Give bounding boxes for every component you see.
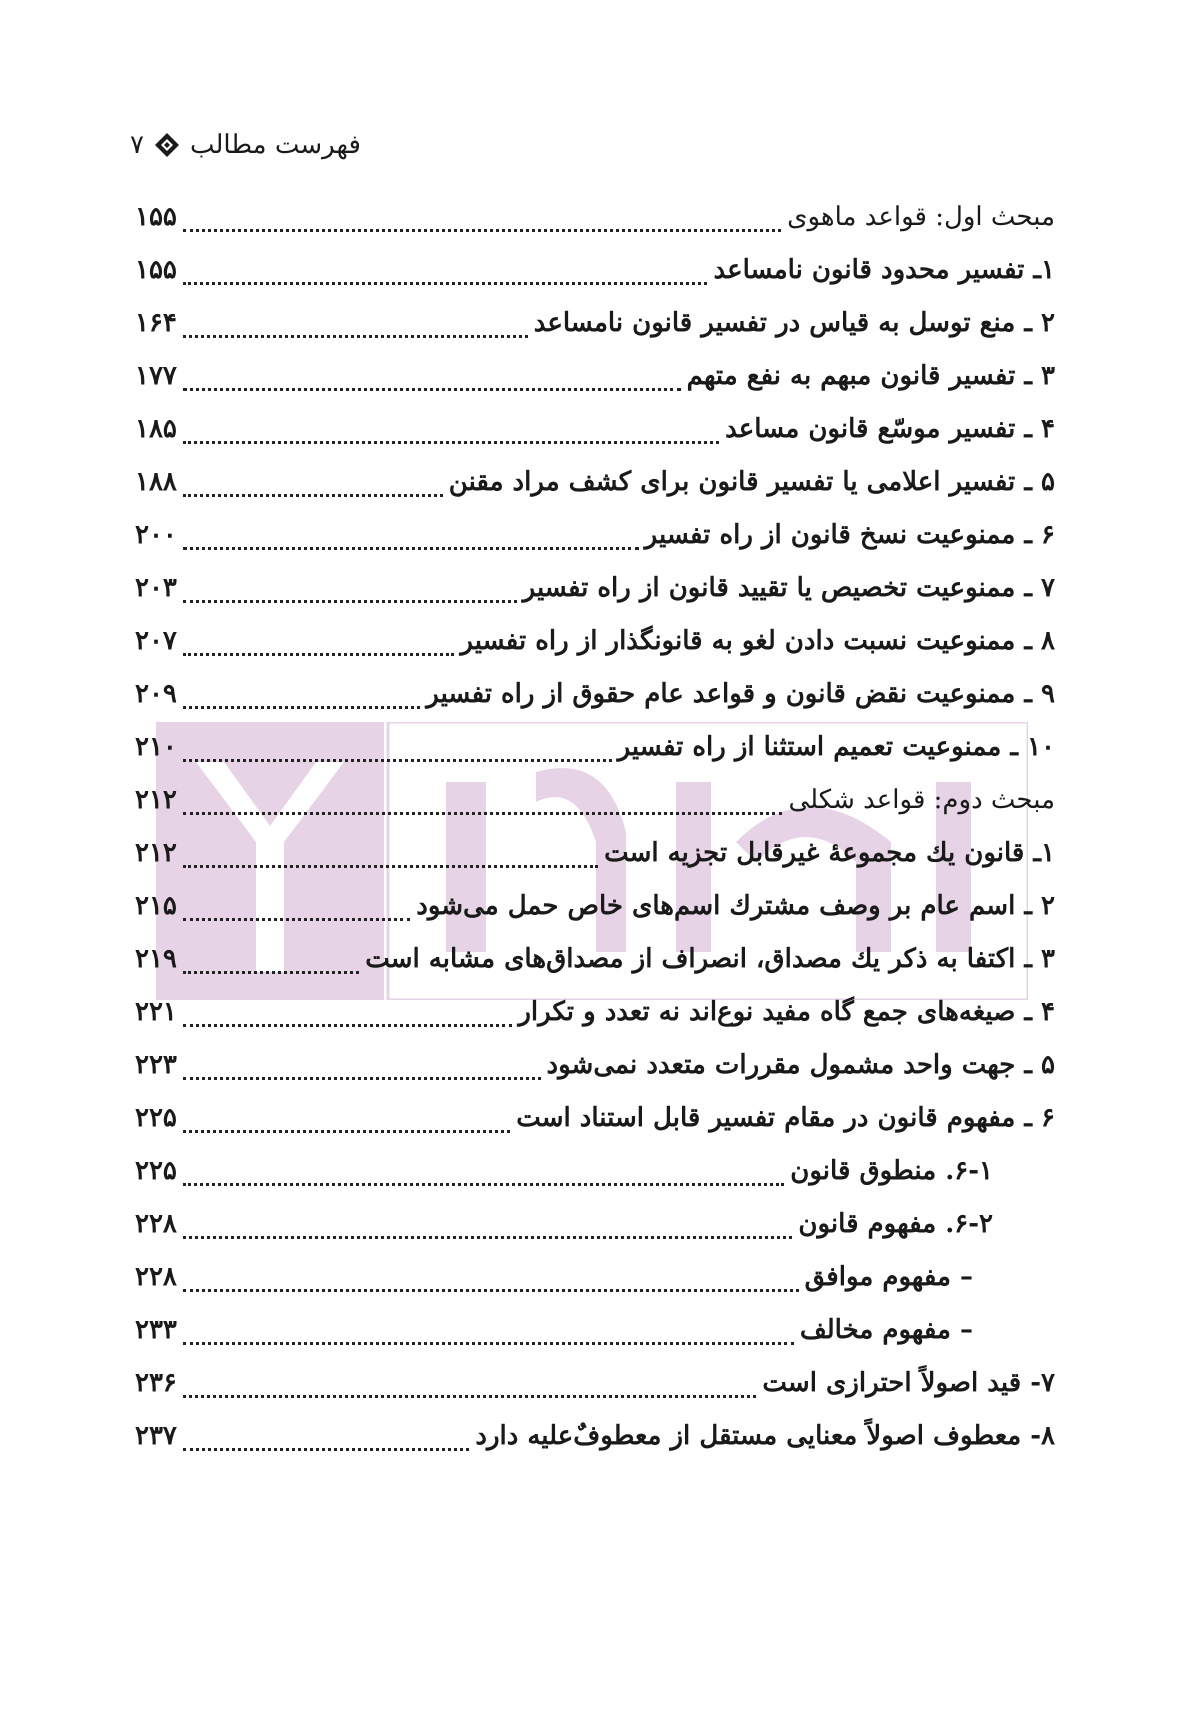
toc-page-number: ۱۵۵	[135, 255, 177, 285]
toc-entry	[135, 301, 1055, 345]
toc-page-number: ۲۰۹	[135, 679, 177, 709]
toc-entry-title: ۸- معطوف اصولاً معنایی مستقل از معطوفٌ‌علیه دارد	[475, 1421, 1055, 1451]
toc-entry-title: ۸ ـ ممنوعیت نسبت دادن لغو به قانونگذار از راه تفسیر	[460, 626, 1055, 656]
toc-leader-dots	[183, 951, 359, 974]
toc-leader-dots	[183, 580, 517, 603]
toc-leader-dots	[183, 209, 781, 232]
toc-page-number: ۲۰۰	[135, 520, 177, 550]
toc-page-number: ۲۲۸	[135, 1209, 177, 1239]
toc-entry-title: ۶ ـ مفهوم قانون در مقام تفسیر قابل استناد است	[516, 1103, 1055, 1133]
toc-leader-dots	[183, 898, 410, 921]
toc-entry	[135, 1202, 1055, 1246]
toc-entry-title: ۱ـ تفسیر محدود قانون نامساعد	[713, 255, 1055, 285]
page-header	[130, 130, 361, 160]
toc-entry-title: ۹ ـ ممنوعیت نقض قانون و قواعد عام حقوق از راه تفسیر	[426, 679, 1055, 709]
toc-entry-title: ۷ ـ ممنوعیت تخصیص یا تقیید قانون از راه تفسیر	[522, 573, 1055, 603]
toc-entry	[135, 778, 1055, 822]
toc-page-number: ۲۲۵	[135, 1156, 177, 1186]
toc-page-number: ۲۲۸	[135, 1262, 177, 1292]
toc-entry	[135, 1414, 1055, 1458]
toc-page-number: ۱۵۵	[135, 202, 177, 232]
toc-leader-dots	[183, 1216, 792, 1239]
toc-page-number: ۲۲۵	[135, 1103, 177, 1133]
toc-entry-title: – مفهوم موافق	[804, 1262, 973, 1292]
toc-entry-title: ۶ ـ ممنوعیت نسخ قانون از راه تفسیر	[644, 520, 1055, 550]
toc-entry-title: مبحث اول: قواعد ماهوی	[787, 202, 1055, 232]
toc-leader-dots	[183, 1057, 541, 1080]
toc-entry-title: ۶-۲. مفهوم قانون	[798, 1209, 993, 1239]
toc-entry-title: ۷- قید اصولاً احترازی است	[762, 1368, 1055, 1398]
toc-entry-title: ۱ـ قانون یك مجموعهٔ غیرقابل تجزیه است	[604, 838, 1055, 868]
toc-entry-title: ۵ ـ جهت واحد مشمول مقررات متعدد نمی‌شود	[546, 1050, 1055, 1080]
toc-entry	[135, 1096, 1055, 1140]
toc-leader-dots	[183, 368, 681, 391]
toc-leader-dots	[183, 262, 708, 285]
toc-leader-dots	[183, 1110, 510, 1133]
toc-page-number: ۲۱۹	[135, 944, 177, 974]
toc-page-number: ۱۷۷	[135, 361, 177, 391]
toc-entry	[135, 354, 1055, 398]
toc-entry	[135, 195, 1055, 239]
toc-leader-dots	[183, 686, 420, 709]
toc-page-number: ۱۶۴	[135, 308, 177, 338]
toc-page-number: ۱۸۵	[135, 414, 177, 444]
toc-entry	[135, 1361, 1055, 1405]
toc-page-number: ۲۰۳	[135, 573, 177, 603]
toc-entry	[135, 990, 1055, 1034]
toc-entry-title: ۴ ـ صیغه‌های جمع گاه مفید نوع‌اند نه تعدد و تکرار	[518, 997, 1055, 1027]
toc-entry-title: ۳ ـ اکتفا به ذکر یك مصداق، انصراف از مصداق‌های مشابه است	[365, 944, 1055, 974]
toc-entry-title: – مفهوم مخالف	[799, 1315, 973, 1345]
page-number: ۷	[130, 130, 144, 160]
toc-entry-title: ۲ ـ اسم عام بر وصف مشترك اسم‌های خاص حمل می‌شود	[416, 891, 1055, 921]
toc-leader-dots	[183, 1269, 799, 1292]
toc-entry	[135, 619, 1055, 663]
toc-entry-title: ۱۰ ـ ممنوعیت تعمیم استثنا از راه تفسیر	[617, 732, 1055, 762]
toc-leader-dots	[183, 1004, 512, 1027]
toc-page-number: ۲۱۵	[135, 891, 177, 921]
toc-entry	[135, 672, 1055, 716]
toc-entry	[135, 1043, 1055, 1087]
header-title: فهرست مطالب	[189, 130, 361, 160]
toc-page-number: ۲۳۳	[135, 1315, 177, 1345]
toc-leader-dots	[183, 739, 612, 762]
toc-leader-dots	[183, 792, 783, 815]
toc-entry	[135, 407, 1055, 451]
diamond-icon	[154, 132, 180, 158]
toc-page-number: ۲۲۱	[135, 997, 177, 1027]
toc-entry	[135, 1149, 1055, 1193]
toc-page-number: ۲۱۰	[135, 732, 177, 762]
toc-leader-dots	[183, 633, 455, 656]
toc-entry	[135, 460, 1055, 504]
toc-page-number: ۲۰۷	[135, 626, 177, 656]
toc-entry	[135, 513, 1055, 557]
toc-leader-dots	[183, 1163, 784, 1186]
toc-entry-title: ۶-۱. منطوق قانون	[790, 1156, 993, 1186]
toc-page-number: ۲۳۶	[135, 1368, 177, 1398]
toc-leader-dots	[183, 474, 443, 497]
toc-page-number: ۲۱۲	[135, 785, 177, 815]
toc-entry-title: ۳ ـ تفسیر قانون مبهم به نفع متهم	[686, 361, 1055, 391]
toc-entry	[135, 831, 1055, 875]
toc-entry-title: ۴ ـ تفسیر موسّع قانون مساعد	[725, 414, 1055, 444]
toc-entry	[135, 725, 1055, 769]
toc-entry	[135, 566, 1055, 610]
toc-leader-dots	[183, 1322, 794, 1345]
toc-entry-title: ۵ ـ تفسیر اعلامی یا تفسیر قانون برای کشف مراد مقنن	[448, 467, 1055, 497]
toc-entry	[135, 937, 1055, 981]
toc-entry	[135, 248, 1055, 292]
toc-entry-title: مبحث دوم: قواعد شکلی	[788, 785, 1055, 815]
toc-page-number: ۱۸۸	[135, 467, 177, 497]
toc-page-number: ۲۳۷	[135, 1421, 177, 1451]
toc-entry-title: ۲ ـ منع توسل به قیاس در تفسیر قانون نامساعد	[533, 308, 1055, 338]
toc-entry	[135, 1255, 1055, 1299]
toc-leader-dots	[183, 845, 598, 868]
toc-leader-dots	[183, 421, 719, 444]
toc-page-number: ۲۱۲	[135, 838, 177, 868]
toc-entry	[135, 884, 1055, 928]
toc-entry	[135, 1308, 1055, 1352]
toc-leader-dots	[183, 527, 639, 550]
toc-leader-dots	[183, 1428, 469, 1451]
toc-leader-dots	[183, 1375, 756, 1398]
toc-leader-dots	[183, 315, 528, 338]
toc-page-number: ۲۲۳	[135, 1050, 177, 1080]
